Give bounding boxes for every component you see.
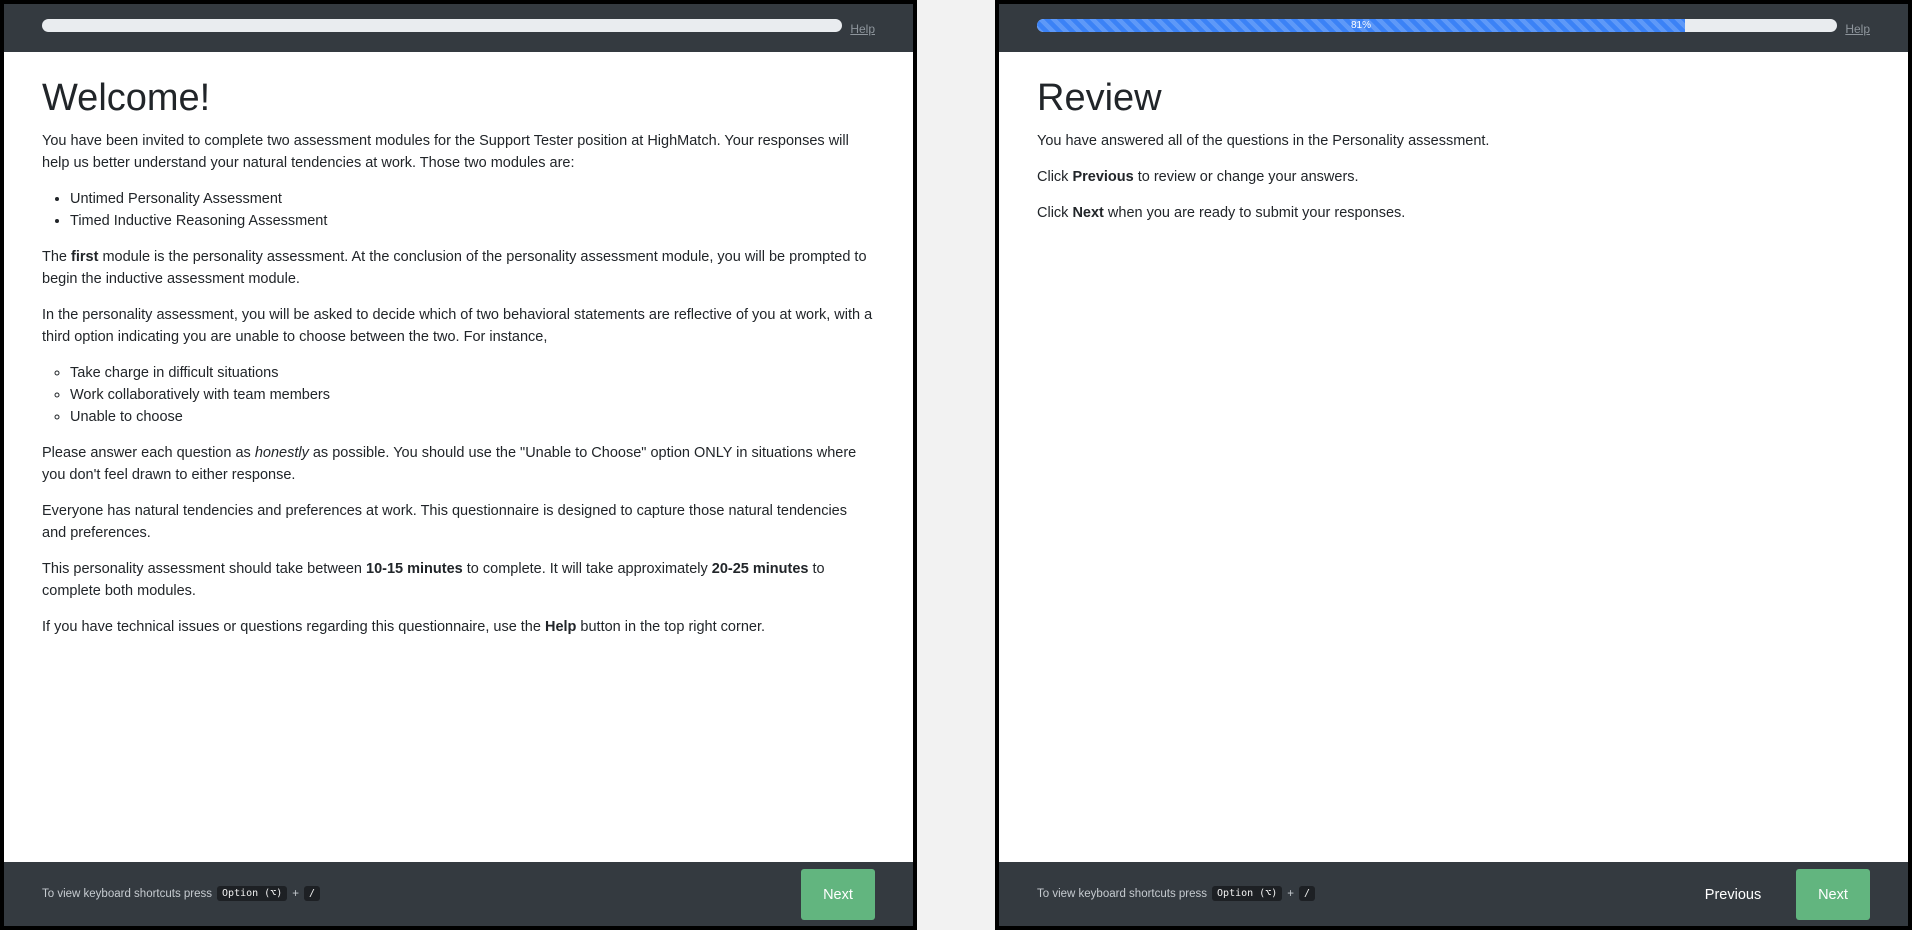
shortcut-hint [42, 886, 320, 901]
list-item: ◦ Unable to choose [70, 406, 875, 428]
next-instruction: Click Next when you are ready to submit your responses. [1037, 204, 1406, 221]
slash-key: / [1299, 886, 1315, 901]
instance-text: In the personality assessment, you will be asked to decide which of two behavioral statements are reflective of you at work, with a third option indicating you are unable to choose between the two. For instance, [42, 306, 873, 346]
list-item: ◦ Take charge in difficult situations [70, 362, 875, 384]
footer-bar [4, 862, 913, 926]
help-link[interactable]: Help [850, 22, 875, 36]
help-link[interactable]: Help [1845, 22, 1870, 36]
shortcut-hint-text: To view keyboard shortcuts press [1037, 887, 1208, 900]
next-button[interactable]: Next [1796, 869, 1870, 920]
previous-instruction: Click Previous to review or change your answers. [1037, 168, 1359, 185]
honesty-text: Please answer each question as honestly as possible. You should use the "Unable to Choose" option ONLY in situations where you don't feel drawn to either response. [42, 445, 857, 484]
first-module-text: The first module is the personality assessment. At the conclusion of the personality assessment module, you will be prompted to begin the inductive assessment module. [42, 248, 867, 287]
plus-sign: + [1287, 887, 1294, 900]
answered-text: You have answered all of the questions in the Personality assessment. [1037, 132, 1490, 149]
plus-sign: + [292, 887, 299, 900]
top-bar [4, 4, 913, 52]
previous-button[interactable]: Previous [1694, 869, 1772, 920]
next-button[interactable]: Next [801, 869, 875, 920]
tendencies-text: Everyone has natural tendencies and preferences at work. This questionnaire is designed to capture those natural tendencies and preferences. [42, 503, 847, 542]
top-bar [999, 4, 1908, 52]
footer-bar [999, 862, 1908, 926]
progress-bar [1037, 19, 1837, 32]
page-title: Review [1037, 77, 1162, 119]
welcome-panel [0, 0, 917, 930]
list-item: • Untimed Personality Assessment [70, 188, 875, 210]
intro-text: You have been invited to complete two assessment modules for the Support Tester position at HighMatch. Your responses will help us better understand your natural tendencies at work. Those two modules are: [42, 132, 849, 171]
help-text: If you have technical issues or questions regarding this questionnaire, use the Help button in the top right corner. [42, 619, 766, 636]
slash-key: / [304, 886, 320, 901]
time-text: This personality assessment should take between 10-15 minutes to complete. It will take approximately 20-25 minutes to complete both modules. [42, 561, 825, 600]
main-content [4, 52, 913, 866]
list-item: ◦ Work collaboratively with team members [70, 384, 875, 406]
progress-fill: 81% [1037, 19, 1685, 32]
shortcut-hint [1037, 886, 1315, 901]
module-list [42, 188, 875, 232]
main-content [999, 52, 1908, 866]
example-list [42, 362, 875, 428]
list-item: • Timed Inductive Reasoning Assessment [70, 210, 875, 232]
option-key: Option (⌥) [1212, 886, 1282, 901]
option-key: Option (⌥) [217, 886, 287, 901]
shortcut-hint-text: To view keyboard shortcuts press [42, 887, 213, 900]
progress-bar [42, 19, 842, 32]
review-panel [995, 0, 1912, 930]
page-title: Welcome! [42, 77, 211, 119]
